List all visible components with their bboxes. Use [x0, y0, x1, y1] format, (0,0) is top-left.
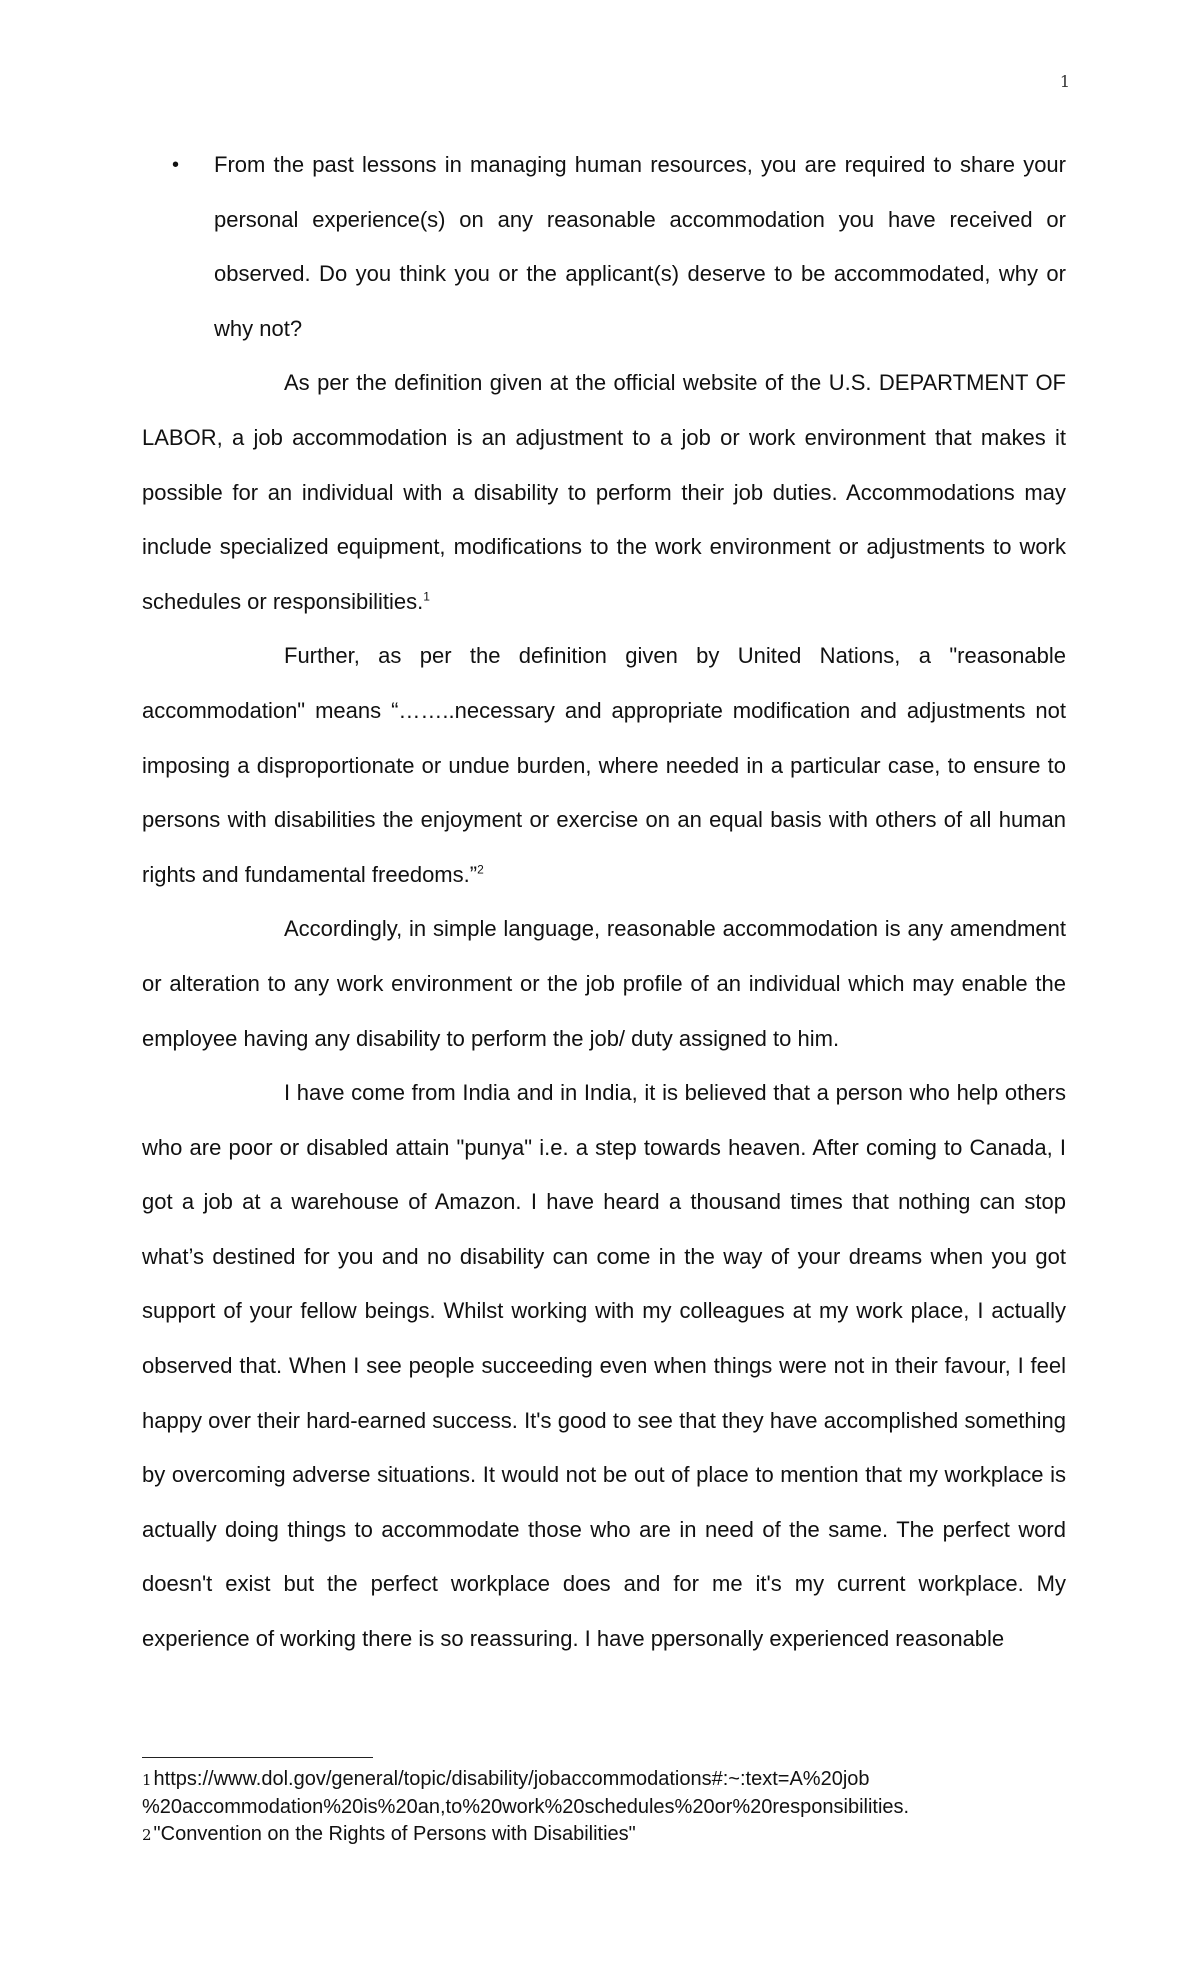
paragraph-personal-experience [142, 1066, 1066, 1667]
paragraph-text: Further, as per the definition given by United Nations, a "reasonable accommodation" means “……..necessary and appropriate modification and adjustments not imposing a disproportionate or undue burden, where needed in a particular case, to ensure to persons with disabilities the enjoyment or exercise on an equal basis with others of all human rights and fundamental freedoms.” [142, 643, 1066, 887]
paragraph-dol-definition [142, 356, 1066, 629]
paragraph-un-definition [142, 629, 1066, 902]
footnote-separator [142, 1757, 373, 1758]
footnote-1-url-line2: %20accommodation%20is%20an,to%20work%20schedules%20or%20responsibilities. [142, 1796, 910, 1818]
footnote-1-url-line1: https://www.dol.gov/general/topic/disability/jobaccommodations#:~:text=A%20job [153, 1768, 870, 1790]
footnote-reference: 1 [423, 589, 430, 604]
question-bullet-item [172, 138, 1066, 356]
question-text: From the past lessons in managing human resources, you are required to share your personal experience(s) on any reasonable accommodation you have received or observed. Do you think you or the applicant(s) deserve to be accommodated, why or why not? [214, 152, 1066, 341]
footnote-2 [142, 1821, 1082, 1849]
document-body [142, 138, 1066, 1667]
footnotes [142, 1766, 1082, 1849]
footnote-reference: 2 [477, 862, 484, 877]
paragraph-text: As per the definition given at the official website of the U.S. DEPARTMENT OF LABOR, a job accommodation is an adjustment to a job or work environment that makes it possible for an individual with a disability to perform their job duties. Accommodations may include specialized equipment, modifications to the work environment or adjustments to work schedules or responsibilities. [142, 370, 1066, 614]
footnote-1 [142, 1766, 1082, 1794]
footnote-marker: 1 [142, 1771, 152, 1789]
paragraph-summary [142, 902, 1066, 1066]
footnote-2-text: "Convention on the Rights of Persons with Disabilities" [153, 1823, 636, 1845]
footnote-marker: 2 [142, 1826, 152, 1844]
paragraph-text: I have come from India and in India, it is believed that a person who help others who are poor or disabled attain "punya" i.e. a step towards heaven. After coming to Canada, I got a job at a warehouse of Amazon. I have heard a thousand times that nothing can stop what’s destined for you and no disability can come in the way of your dreams when you got support of your fellow beings. Whilst working with my colleagues at my work place, I actually observed that. When I see people succeeding even when things were not in their favour, I feel happy over their hard-earned success. It's good to see that they have accomplished something by overcoming adverse situations. It would not be out of place to mention that my workplace is actually doing things to accommodate those who are in need of the same. The perfect word doesn't exist but the perfect workplace does and for me it's my current workplace. My experience of working there is so reassuring. I have ppersonally experienced reasonable [142, 1080, 1066, 1652]
bullet-icon: • [172, 154, 180, 176]
page-number: 1 [1059, 72, 1070, 91]
footnote-1-continuation [142, 1794, 1082, 1821]
paragraph-text: Accordingly, in simple language, reasonable accommodation is any amendment or alteration to any work environment or the job profile of an individual which may enable the employee having any disability to perform the job/ duty assigned to him. [142, 916, 1066, 1051]
